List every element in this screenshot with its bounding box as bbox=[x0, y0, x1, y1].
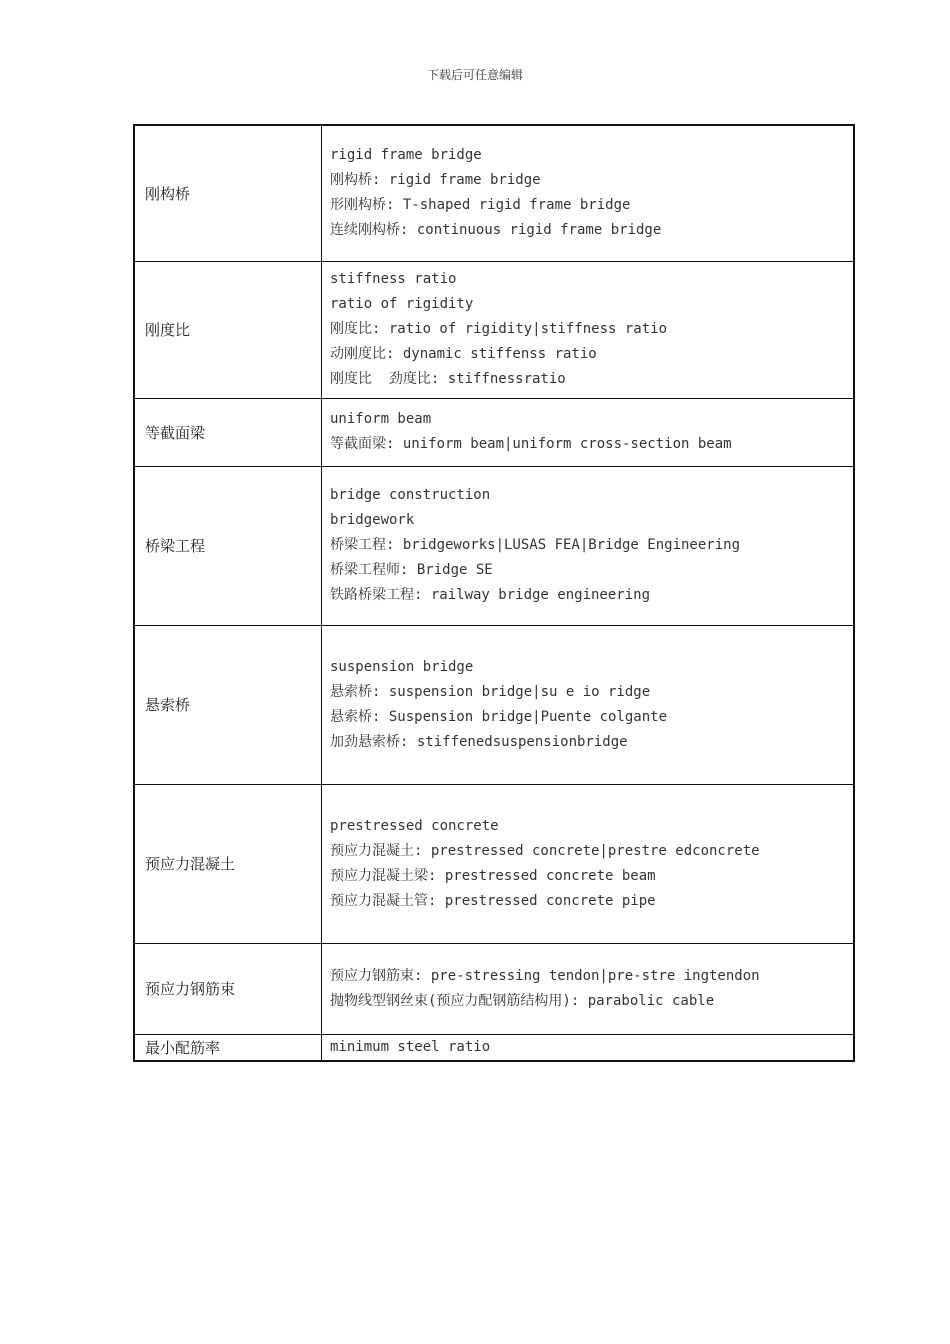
definition-line: bridge construction bbox=[330, 487, 491, 503]
definition-line: 铁路桥梁工程: railway bridge engineering bbox=[330, 587, 651, 603]
table-row bbox=[134, 125, 854, 261]
definition-line: 预应力混凝土管: prestressed concrete pipe bbox=[330, 892, 656, 909]
definition-cell bbox=[322, 125, 855, 261]
definition-line: bridgework bbox=[330, 512, 415, 528]
table-row bbox=[134, 784, 854, 943]
term-cell: 悬索桥 bbox=[134, 625, 322, 784]
definition-line: 等截面梁: uniform beam|uniform cross-section beam bbox=[330, 436, 732, 452]
definition-line: 悬索桥: Suspension bridge|Puente colgante bbox=[330, 708, 668, 725]
term-cell: 桥梁工程 bbox=[134, 466, 322, 625]
definition-line: 桥梁工程师: Bridge SE bbox=[330, 562, 493, 578]
definition-line: 加劲悬索桥: stiffenedsuspensionbridge bbox=[330, 733, 628, 750]
definition-line: 刚构桥: rigid frame bridge bbox=[330, 172, 541, 189]
term-cell: 刚构桥 bbox=[134, 125, 322, 261]
term-cell: 刚度比 bbox=[134, 261, 322, 398]
definition-line: 悬索桥: suspension bridge|su e io ridge bbox=[330, 683, 651, 700]
definition-line: ratio of rigidity bbox=[330, 296, 474, 312]
definition-line: 连续刚构桥: continuous rigid frame bridge bbox=[330, 222, 662, 239]
page-header: 下载后可任意编辑 bbox=[426, 68, 523, 82]
table-row bbox=[134, 1034, 854, 1061]
definition-line: 刚度比 劲度比: stiffnessratio bbox=[330, 371, 566, 387]
definition-line: 预应力混凝土梁: prestressed concrete beam bbox=[330, 867, 656, 884]
term-cell: 预应力钢筋束 bbox=[134, 943, 322, 1034]
term-cell: 最小配筋率 bbox=[134, 1034, 322, 1061]
definition-line: 桥梁工程: bridgeworks|LUSAS FEA|Bridge Engineering bbox=[330, 537, 741, 553]
definition-line: rigid frame bridge bbox=[330, 147, 482, 164]
glossary-table bbox=[133, 124, 855, 1062]
definition-line: minimum steel ratio bbox=[330, 1038, 491, 1055]
definition-cell bbox=[322, 784, 855, 943]
table-row bbox=[134, 261, 854, 398]
definition-line: 动刚度比: dynamic stiffenss ratio bbox=[330, 346, 597, 362]
term-cell: 等截面梁 bbox=[134, 398, 322, 466]
definition-cell bbox=[322, 466, 855, 625]
definition-line: suspension bridge bbox=[330, 658, 474, 675]
definition-line: prestressed concrete bbox=[330, 817, 499, 834]
definition-line: uniform beam bbox=[330, 411, 432, 427]
definition-line: 抛物线型钢丝束(预应力配钢筋结构用): parabolic cable bbox=[330, 992, 715, 1009]
term-cell: 预应力混凝土 bbox=[134, 784, 322, 943]
table-row bbox=[134, 625, 854, 784]
table-row bbox=[134, 943, 854, 1034]
definition-cell bbox=[322, 261, 855, 398]
definition-cell bbox=[322, 1034, 855, 1061]
table-row bbox=[134, 398, 854, 466]
definition-line: 刚度比: ratio of rigidity|stiffness ratio bbox=[330, 321, 668, 337]
definition-cell bbox=[322, 398, 855, 466]
definition-cell bbox=[322, 625, 855, 784]
definition-line: stiffness ratio bbox=[330, 271, 457, 287]
definition-line: 形刚构桥: T-shaped rigid frame bridge bbox=[330, 197, 631, 214]
definition-line: 预应力钢筋束: pre-stressing tendon|pre-stre ingtendon bbox=[330, 967, 760, 984]
definition-cell bbox=[322, 943, 855, 1034]
table-row bbox=[134, 466, 854, 625]
definition-line: 预应力混凝土: prestressed concrete|prestre edconcrete bbox=[330, 842, 760, 859]
